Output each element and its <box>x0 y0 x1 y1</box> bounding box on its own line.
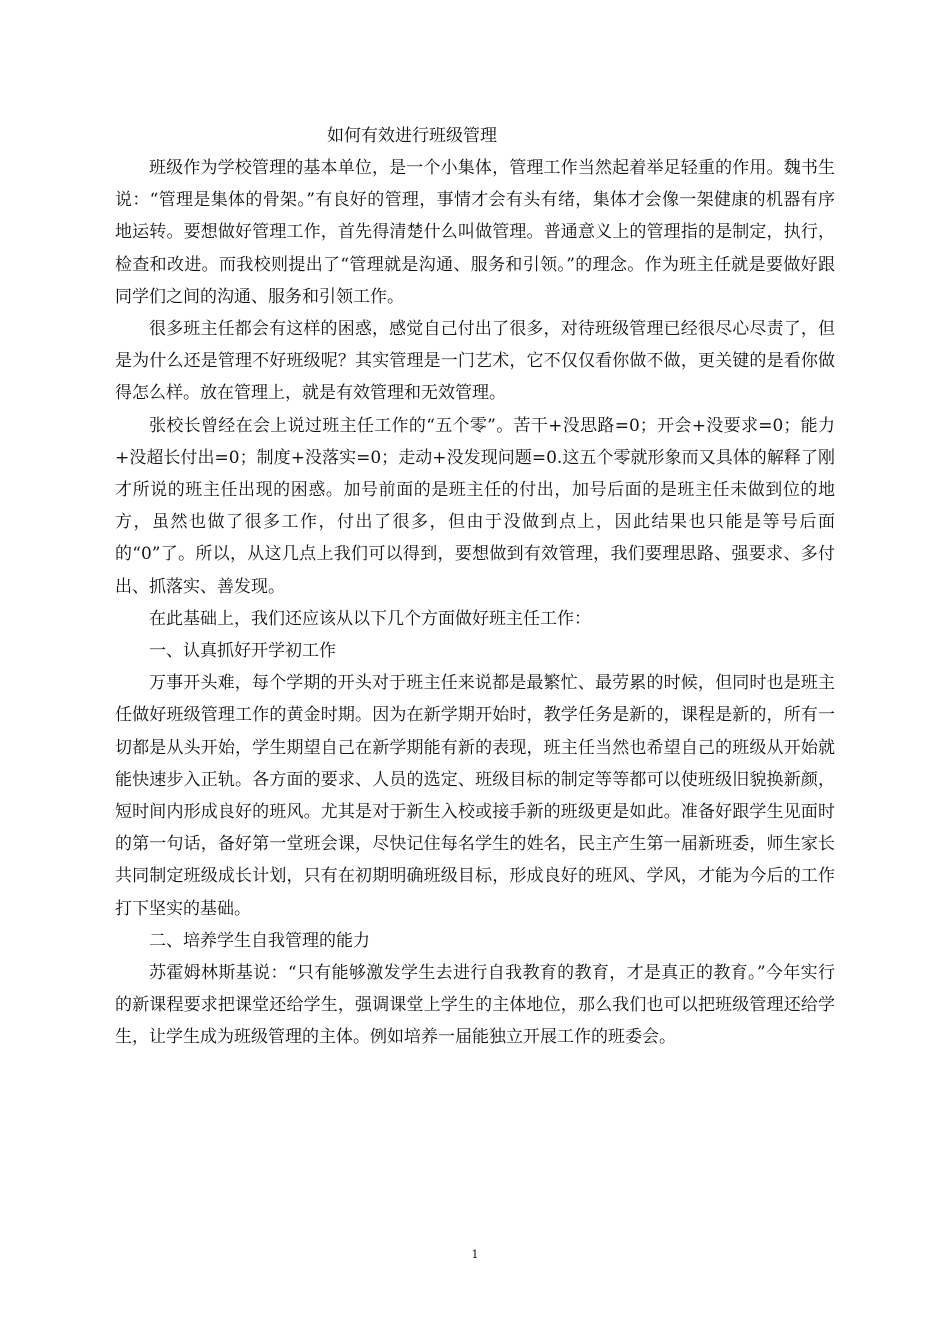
paragraph-confusion: 很多班主任都会有这样的困惑，感觉自己付出了很多，对待班级管理已经很尽心尽责了，但是为什么还是管理不好班级呢？其实管理是一门艺术，它不仅仅看你做不做，更关键的是看你做得怎么样。放在管理上，就是有效管理和无效管理。 <box>115 319 835 404</box>
paragraph-basis: 在此基础上，我们还应该从以下几个方面做好班主任工作： <box>149 608 591 629</box>
paragraph-self-management: 苏霍姆林斯基说：“只有能够激发学生去进行自我教育的教育，才是真正的教育。”今年实行的新课程要求把课堂还给学生，强调课堂上学生的主体地位，那么我们也可以把班级管理还给学生，让学生成为班级管理的主体。例如培养一届能独立开展工作的班委会。 <box>115 963 835 1048</box>
paragraph-intro: 班级作为学校管理的基本单位，是一个小集体，管理工作当然起着举足轻重的作用。魏书生说：“管理是集体的骨架。”有良好的管理，事情才会有头有绪，集体才会像一架健康的机器有序地运转。要想做好管理工作，首先得清楚什么叫做管理。普通意义上的管理指的是制定，执行，检查和改进。而我校则提出了“管理就是沟通、服务和引领。”的理念。作为班主任就是要做好跟同学们之间的沟通、服务和引领工作。 <box>115 158 835 307</box>
document-body <box>115 120 835 1054</box>
paragraph-start-of-term: 万事开头难，每个学期的开头对于班主任来说都是最繁忙、最劳累的时候，但同时也是班主任做好班级管理工作的黄金时期。因为在新学期开始时，教学任务是新的，课程是新的，所有一切都是从头开始，学生期望自己在新学期能有新的表现，班主任当然也希望自己的班级从开始就能快速步入正轨。各方面的要求、人员的选定、班级目标的制定等等都可以使班级旧貌换新颜，短时间内形成良好的班风。尤其是对于新生入校或接手新的班级更是如此。准备好跟学生见面时的第一句话，备好第一堂班会课，尽快记住每名学生的姓名，民主产生第一届新班委，师生家长共同制定班级成长计划，只有在初期明确班级目标，形成良好的班风、学风，才能为今后的工作打下坚实的基础。 <box>115 673 835 919</box>
section-heading-self-management: 二、培养学生自我管理的能力 <box>149 930 370 951</box>
paragraph-five-zeros: 张校长曾经在会上说过班主任工作的“五个零”。苦干+没思路=0；开会+没要求=0；能力+没超长付出=0；制度+没落实=0；走动+没发现问题=0.这五个零就形象而又具体的解释了刚才所说的班主任出现的困惑。加号前面的是班主任的付出，加号后面的是班主任未做到位的地方，虽然也做了很多工作，付出了很多，但由于没做到点上，因此结果也只能是等号后面的“0”了。所以，从这几点上我们可以得到，要想做到有效管理，我们要理思路、强要求、多付出、抓落实、善发现。 <box>115 415 835 597</box>
page-number: 1 <box>471 1248 479 1261</box>
section-heading-start-of-term: 一、认真抓好开学初工作 <box>149 641 336 662</box>
document-title: 如何有效进行班级管理 <box>327 126 497 146</box>
